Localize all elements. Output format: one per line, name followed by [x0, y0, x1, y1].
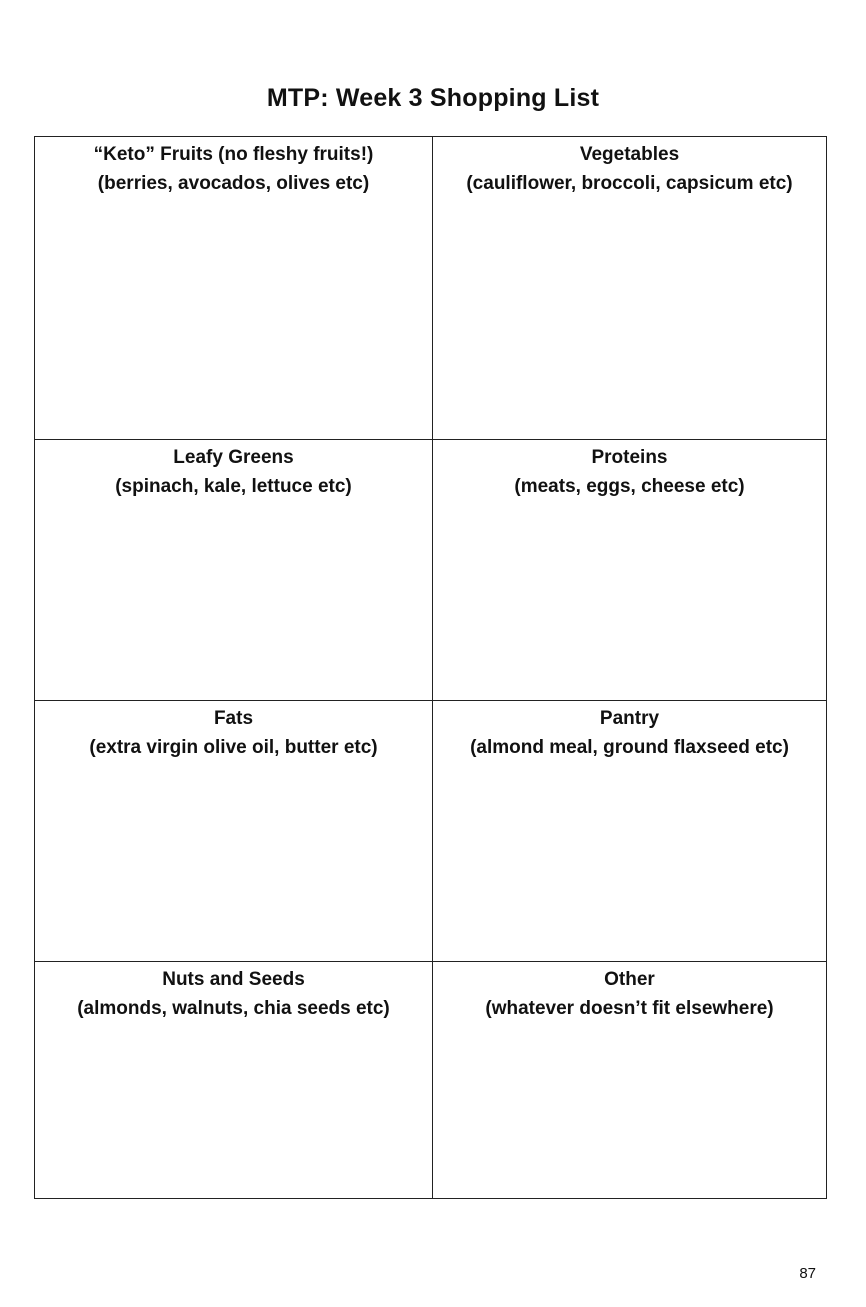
- page-title: MTP: Week 3 Shopping List: [266, 84, 600, 112]
- grid-row: [35, 701, 827, 962]
- category-examples: (cauliflower, broccoli, capsicum etc): [466, 173, 793, 194]
- category-heading: Other: [604, 969, 655, 990]
- category-cell-pantry[interactable]: [433, 701, 827, 962]
- category-examples: (spinach, kale, lettuce etc): [115, 476, 352, 497]
- category-heading: Pantry: [599, 708, 660, 729]
- category-heading: Nuts and Seeds: [162, 969, 305, 990]
- category-examples: (almond meal, ground flaxseed etc): [470, 737, 789, 758]
- category-heading: Leafy Greens: [173, 447, 294, 468]
- category-heading: “Keto” Fruits (no fleshy fruits!): [93, 144, 374, 165]
- category-cell-nuts-and-seeds[interactable]: [35, 962, 433, 1199]
- shopping-list-grid: [34, 136, 827, 1199]
- grid-row: [35, 137, 827, 440]
- grid-row: [35, 962, 827, 1199]
- category-examples: (whatever doesn’t fit elsewhere): [485, 998, 774, 1019]
- category-examples: (meats, eggs, cheese etc): [514, 476, 745, 497]
- category-examples: (berries, avocados, olives etc): [97, 173, 370, 194]
- category-cell-leafy-greens[interactable]: [35, 440, 433, 701]
- category-cell-proteins[interactable]: [433, 440, 827, 701]
- category-cell-other[interactable]: [433, 962, 827, 1199]
- category-heading: Fats: [213, 708, 254, 729]
- category-examples: (almonds, walnuts, chia seeds etc): [77, 998, 390, 1019]
- category-heading: Vegetables: [579, 144, 680, 165]
- page-number: 87: [799, 1265, 816, 1282]
- category-heading: Proteins: [591, 447, 668, 468]
- grid-row: [35, 440, 827, 701]
- category-examples: (extra virgin olive oil, butter etc): [89, 737, 378, 758]
- category-cell-vegetables[interactable]: [433, 137, 827, 440]
- category-cell-keto-fruits[interactable]: [35, 137, 433, 440]
- category-cell-fats[interactable]: [35, 701, 433, 962]
